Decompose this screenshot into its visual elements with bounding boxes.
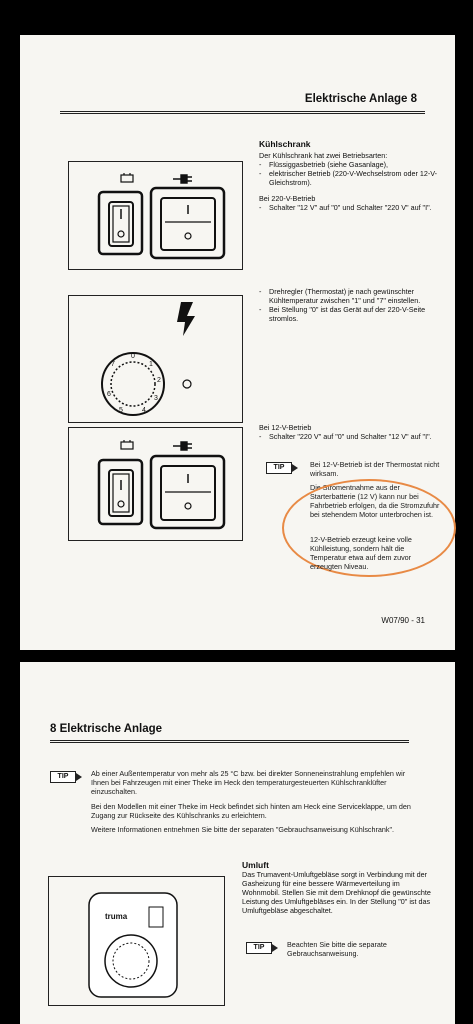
- manual-page-32: [20, 662, 455, 1024]
- battery-icon: [121, 173, 133, 182]
- list-item: - Bei Stellung "0" ist das Gerät auf der 220-V-Seite stromlos.: [259, 305, 444, 323]
- modes-list: [259, 160, 444, 187]
- v12-list: [259, 432, 444, 441]
- battery-icon: [121, 440, 133, 449]
- dial-label-0: 0: [131, 353, 135, 360]
- list-item: - elektrischer Betrieb (220-V-Wechselstrom oder 12-V-Gleichstrom).: [259, 169, 444, 187]
- list-item: - Drehregler (Thermostat) je nach gewünschter Kühltemperatur zwischen "1" und "7" einstellen.: [259, 287, 444, 305]
- dial-label-5: 5: [119, 407, 123, 414]
- section-title-kuehlschrank: Kühlschrank: [259, 139, 311, 149]
- dial-label-2: 2: [157, 377, 161, 384]
- list-item: - Schalter "12 V" auf "0" und Schalter "220 V" auf "I".: [259, 203, 444, 212]
- v220-list: [259, 203, 444, 212]
- tip-text: Beachten Sie bitte die separate Gebrauchsanweisung.: [287, 940, 387, 958]
- header-rule: [60, 113, 425, 114]
- thermostat-list: [259, 287, 444, 323]
- section-title-umluft: Umluft: [242, 860, 269, 870]
- manual-page-31: [20, 35, 455, 650]
- tip-paragraph: Ab einer Außentemperatur von mehr als 25 °C bzw. bei direkter Sonneneinstrahlung empfehlen wir Ihnen bei Fahrzeugen mit einer Theke im Heck den temperaturgesteuerten Kühlschranklüfter einzuschalten.: [91, 769, 406, 796]
- tip-highlight-text: Die Stromentnahme aus der Starterbatterie (12 V) kann nur bei Fahrbetrieb erfolgen, da die Stromzufuhr bei stehendem Motor unterbrochen ist.: [310, 483, 440, 519]
- dial-label-4: 4: [142, 407, 146, 414]
- page-header: 8 Elektrische Anlage: [50, 723, 163, 735]
- plug-icon: [173, 175, 192, 183]
- paragraph: Weitere Informationen entnehmen Sie bitte der separaten "Gebrauchsanweisung Kühlschrank".: [91, 825, 395, 834]
- truma-logo: truma: [105, 912, 128, 921]
- dial-label-7: 7: [111, 361, 115, 368]
- dial-label-3: 3: [154, 395, 158, 402]
- thermostat-figure: [68, 295, 243, 423]
- umluft-figure: [48, 876, 225, 1006]
- page-header: Elektrische Anlage 8: [304, 93, 417, 105]
- switch-panel-figure-220v: [68, 161, 243, 270]
- header-rule: [50, 740, 409, 741]
- tip-more-text: 12-V-Betrieb erzeugt keine volle Kühlleistung, sondern hält die Temperatur etwa auf dem zuvor erzeugten Niveau.: [310, 535, 412, 571]
- tip-text: Bei 12-V-Betrieb ist der Thermostat nicht wirksam.: [310, 460, 440, 478]
- header-rule: [60, 111, 425, 112]
- switch-panel-illustration: [69, 162, 242, 269]
- dial-label-6: 6: [107, 391, 111, 398]
- subheading-220v: Bei 220-V-Betrieb: [259, 194, 316, 203]
- dial-label-1: 1: [149, 361, 153, 368]
- thermostat-illustration: [69, 296, 242, 422]
- lightning-icon: [177, 302, 195, 336]
- tip-badge: TIP: [50, 771, 76, 783]
- intro-text: Der Kühlschrank hat zwei Betriebsarten:: [259, 151, 388, 160]
- trumavent-illustration: [49, 877, 224, 1005]
- umluft-text: Das Trumavent-Umluftgebläse sorgt in Verbindung mit der Gasheizung für eine bessere Wärmeverteilung im Wohnmobil. Stellen Sie mit dem Drehknopf die gewünschte Leistung des Umluftgebläses ein. In der Stellung "0" ist das Umluftgebläse abgeschaltet.: [242, 870, 431, 915]
- tip-badge: TIP: [266, 462, 292, 474]
- plug-icon: [173, 442, 192, 450]
- switch-panel-illustration: [69, 428, 242, 540]
- list-item: - Flüssiggasbetrieb (siehe Gasanlage),: [259, 160, 444, 169]
- header-rule: [50, 742, 409, 743]
- switch-panel-figure-12v: [68, 427, 243, 541]
- list-item: - Schalter "220 V" auf "0" und Schalter "12 V" auf "I".: [259, 432, 444, 441]
- tip-badge: TIP: [246, 942, 272, 954]
- page-footer: W07/90 - 31: [381, 616, 425, 625]
- paragraph: Bei den Modellen mit einer Theke im Heck befindet sich hinten am Heck eine Serviceklappe, um den Zugang zur Rückseite des Kühlschranks zu erleichtern.: [91, 802, 411, 820]
- subheading-12v: Bei 12-V-Betrieb: [259, 423, 312, 432]
